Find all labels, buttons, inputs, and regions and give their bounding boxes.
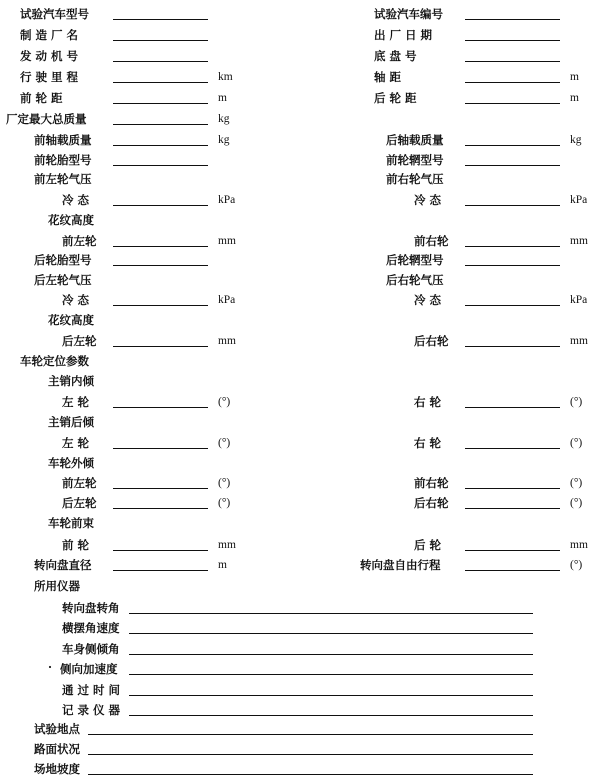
unit-kg: kg xyxy=(218,134,230,146)
unit-mm: mm xyxy=(218,235,236,247)
label-rear-left: 后左轮 xyxy=(62,496,97,510)
label-mileage: 行 驶 里 程 xyxy=(20,70,79,84)
field-rear-axle-load[interactable] xyxy=(465,145,560,146)
label-rear-left: 后左轮 xyxy=(62,334,97,348)
label-max-total-mass: 厂定最大总质量 xyxy=(6,112,87,126)
field-front-rim-model[interactable] xyxy=(465,165,560,166)
label-recorder: 记 录 仪 器 xyxy=(62,703,121,717)
label-front-right: 前右轮 xyxy=(414,234,449,248)
field-camber-rl[interactable] xyxy=(113,508,208,509)
field-toe-rear[interactable] xyxy=(465,550,560,551)
label-rear-rim-model: 后轮辋型号 xyxy=(386,253,444,267)
label-cold: 冷 态 xyxy=(414,293,442,307)
field-steer-angle[interactable] xyxy=(129,613,533,614)
field-pass-time[interactable] xyxy=(129,695,533,696)
field-road-cond[interactable] xyxy=(88,754,533,755)
field-vehicle-model[interactable] xyxy=(113,19,208,20)
label-yaw-rate: 横摆角速度 xyxy=(62,621,120,635)
field-roll-angle[interactable] xyxy=(129,654,533,655)
unit-kpa: kPa xyxy=(218,194,236,206)
unit-deg: (°) xyxy=(570,396,583,408)
label-vehicle-model: 试验汽车型号 xyxy=(20,7,89,21)
unit-mm: mm xyxy=(570,335,588,347)
unit-mm: mm xyxy=(570,539,588,551)
label-tread-depth: 花纹高度 xyxy=(48,313,94,327)
field-recorder[interactable] xyxy=(129,715,533,716)
unit-mm: mm xyxy=(570,235,588,247)
field-vehicle-no[interactable] xyxy=(465,19,560,20)
label-kingpin-incl: 主销内倾 xyxy=(48,374,94,388)
unit-deg: (°) xyxy=(570,437,583,449)
field-mfg-date[interactable] xyxy=(465,40,560,41)
label-front-rim-model: 前轮辋型号 xyxy=(386,153,444,167)
field-fl-cold-pressure[interactable] xyxy=(113,205,208,206)
label-vehicle-no: 试验汽车编号 xyxy=(374,7,443,21)
field-steering-free-play[interactable] xyxy=(465,570,560,571)
field-rear-rim-model[interactable] xyxy=(465,265,560,266)
field-fr-cold-pressure[interactable] xyxy=(465,205,560,206)
label-rr-tire-pressure: 后右轮气压 xyxy=(386,273,444,287)
label-roll-angle: 车身侧倾角 xyxy=(62,642,120,656)
label-left-wheel: 左 轮 xyxy=(62,436,90,450)
label-rear-wheel: 后 轮 xyxy=(414,538,442,552)
field-rear-tire-model[interactable] xyxy=(113,265,208,266)
field-camber-fl[interactable] xyxy=(113,488,208,489)
label-wheelbase: 轴 距 xyxy=(374,70,402,84)
field-max-total-mass[interactable] xyxy=(113,124,208,125)
field-rr-tread[interactable] xyxy=(465,346,560,347)
label-front-left: 前左轮 xyxy=(62,234,97,248)
label-alignment-params: 车轮定位参数 xyxy=(20,354,89,368)
label-tread-depth: 花纹高度 xyxy=(48,213,94,227)
unit-m: m xyxy=(570,71,579,83)
field-test-site[interactable] xyxy=(88,734,533,735)
field-kpi-right[interactable] xyxy=(465,407,560,408)
label-cold: 冷 态 xyxy=(62,293,90,307)
field-chassis-no[interactable] xyxy=(465,61,560,62)
unit-deg: (°) xyxy=(218,497,231,509)
field-camber-fr[interactable] xyxy=(465,488,560,489)
field-rl-cold-pressure[interactable] xyxy=(113,305,208,306)
unit-mm: mm xyxy=(218,335,236,347)
label-toe-in: 车轮前束 xyxy=(48,516,94,530)
label-rear-track: 后 轮 距 xyxy=(374,91,417,105)
unit-kg: kg xyxy=(218,113,230,125)
unit-m: m xyxy=(570,92,579,104)
label-front-wheel: 前 轮 xyxy=(62,538,90,552)
label-cold: 冷 态 xyxy=(414,193,442,207)
field-caster-left[interactable] xyxy=(113,448,208,449)
label-steering-wheel-dia: 转向盘直径 xyxy=(34,558,92,572)
stray-mark: · xyxy=(48,660,53,674)
label-chassis-no: 底 盘 号 xyxy=(374,49,417,63)
unit-deg: (°) xyxy=(218,477,231,489)
field-steering-wheel-dia[interactable] xyxy=(113,570,208,571)
label-camber: 车轮外倾 xyxy=(48,456,94,470)
field-front-axle-load[interactable] xyxy=(113,145,208,146)
label-steering-free-play: 转向盘自由行程 xyxy=(360,558,441,572)
label-pass-time: 通 过 时 间 xyxy=(62,683,121,697)
unit-kpa: kPa xyxy=(570,294,588,306)
label-cold: 冷 态 xyxy=(62,193,90,207)
field-front-track[interactable] xyxy=(113,103,208,104)
unit-deg: (°) xyxy=(570,497,583,509)
label-front-axle-load: 前轴载质量 xyxy=(34,133,92,147)
label-front-right: 前右轮 xyxy=(414,476,449,490)
unit-m: m xyxy=(218,92,227,104)
unit-deg: (°) xyxy=(218,437,231,449)
unit-deg: (°) xyxy=(218,396,231,408)
field-camber-rr[interactable] xyxy=(465,508,560,509)
label-lat-accel: 侧向加速度 xyxy=(60,662,118,676)
field-lat-accel[interactable] xyxy=(129,674,533,675)
field-rl-tread[interactable] xyxy=(113,346,208,347)
unit-km: km xyxy=(218,71,233,83)
label-left-wheel: 左 轮 xyxy=(62,395,90,409)
label-fl-tire-pressure: 前左轮气压 xyxy=(34,172,92,186)
label-steer-angle: 转向盘转角 xyxy=(62,601,120,615)
unit-deg: (°) xyxy=(570,559,583,571)
unit-deg: (°) xyxy=(570,477,583,489)
unit-kg: kg xyxy=(570,134,582,146)
label-front-track: 前 轮 距 xyxy=(20,91,63,105)
label-right-wheel: 右 轮 xyxy=(414,395,442,409)
unit-mm: mm xyxy=(218,539,236,551)
label-rear-tire-model: 后轮胎型号 xyxy=(34,253,92,267)
label-engine-no: 发 动 机 号 xyxy=(20,49,79,63)
field-rear-track[interactable] xyxy=(465,103,560,104)
field-engine-no[interactable] xyxy=(113,61,208,62)
label-front-tire-model: 前轮胎型号 xyxy=(34,153,92,167)
field-toe-front[interactable] xyxy=(113,550,208,551)
label-instruments: 所用仪器 xyxy=(34,579,80,593)
field-mileage[interactable] xyxy=(113,82,208,83)
label-road-cond: 路面状况 xyxy=(34,742,80,756)
label-manufacturer: 制 造 厂 名 xyxy=(20,28,79,42)
field-manufacturer[interactable] xyxy=(113,40,208,41)
label-rear-right: 后右轮 xyxy=(414,334,449,348)
field-fr-tread[interactable] xyxy=(465,246,560,247)
label-test-site: 试验地点 xyxy=(34,722,80,736)
field-fl-tread[interactable] xyxy=(113,246,208,247)
field-kpi-left[interactable] xyxy=(113,407,208,408)
field-front-tire-model[interactable] xyxy=(113,165,208,166)
label-fr-tire-pressure: 前右轮气压 xyxy=(386,172,444,186)
label-front-left: 前左轮 xyxy=(62,476,97,490)
label-mfg-date: 出 厂 日 期 xyxy=(374,28,433,42)
field-wheelbase[interactable] xyxy=(465,82,560,83)
label-rear-right: 后右轮 xyxy=(414,496,449,510)
unit-kpa: kPa xyxy=(570,194,588,206)
unit-kpa: kPa xyxy=(218,294,236,306)
field-yaw-rate[interactable] xyxy=(129,633,533,634)
field-caster-right[interactable] xyxy=(465,448,560,449)
unit-m: m xyxy=(218,559,227,571)
label-rear-axle-load: 后轴载质量 xyxy=(386,133,444,147)
label-site-slope: 场地坡度 xyxy=(34,762,80,776)
field-site-slope[interactable] xyxy=(88,774,533,775)
label-caster: 主销后倾 xyxy=(48,415,94,429)
field-rr-cold-pressure[interactable] xyxy=(465,305,560,306)
label-right-wheel: 右 轮 xyxy=(414,436,442,450)
label-rl-tire-pressure: 后左轮气压 xyxy=(34,273,92,287)
